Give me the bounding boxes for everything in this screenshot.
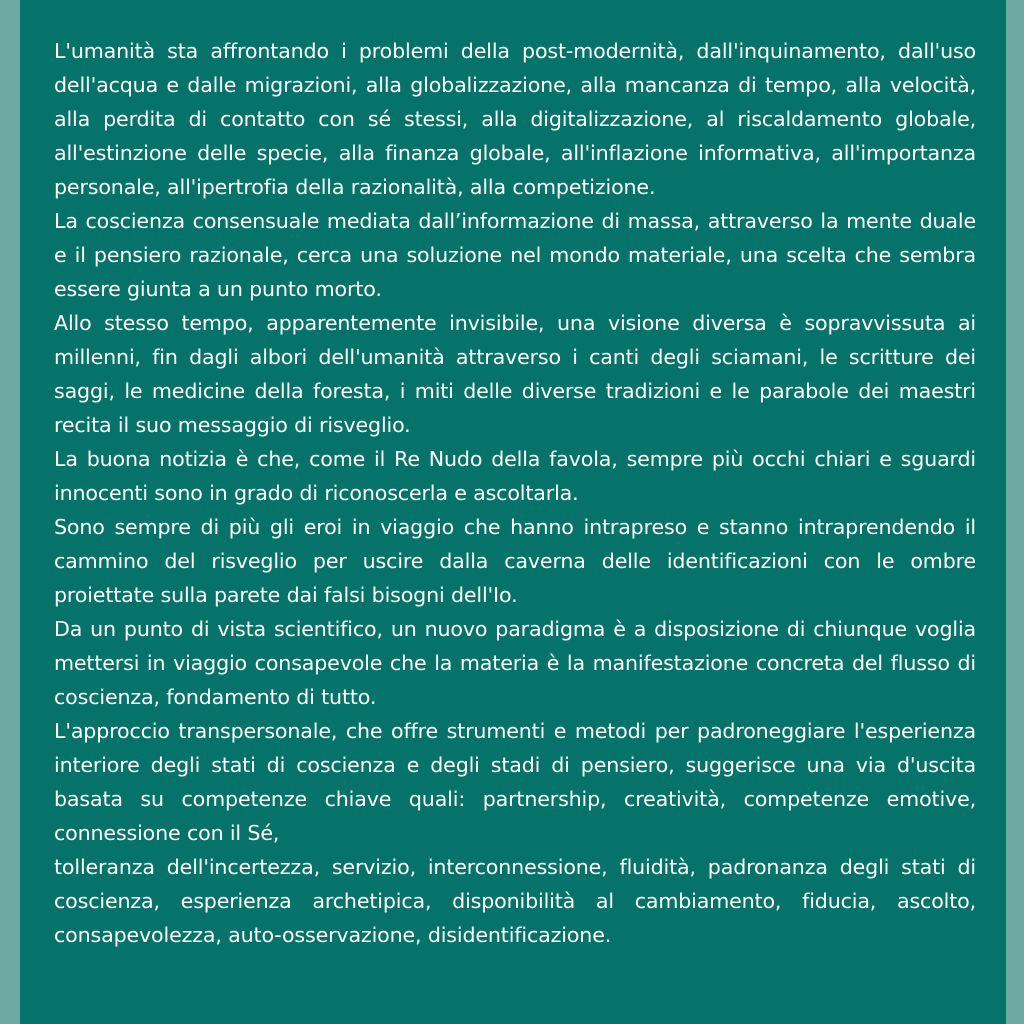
- paragraph-3: Allo stesso tempo, apparentemente invisibile, una visione diversa è sopravvissuta ai millenni, fin dagli albori dell'umanità attraverso i canti degli sciamani, le scritture dei saggi, le medicine della foresta, i miti delle diverse tradizioni e le parabole dei maestri recita il suo messaggio di risveglio.: [54, 311, 976, 437]
- paragraph-2: La coscienza consensuale mediata dall’informazione di massa, attraverso la mente duale e il pensiero razionale, cerca una soluzione nel mondo materiale, una scelta che sembra essere giunta a un punto morto.: [54, 209, 976, 301]
- paragraph-5: Sono sempre di più gli eroi in viaggio che hanno intrapreso e stanno intraprendendo il cammino del risveglio per uscire dalla caverna delle identificazioni con le ombre proiettate sulla parete dai falsi bisogni dell'Io.: [54, 515, 976, 607]
- text-panel: [20, 0, 1006, 1024]
- paragraph-4: La buona notizia è che, come il Re Nudo della favola, sempre più occhi chiari e sguardi innocenti sono in grado di riconoscerla e ascoltarla.: [54, 447, 976, 505]
- paragraph-6: Da un punto di vista scientifico, un nuovo paradigma è a disposizione di chiunque voglia mettersi in viaggio consapevole che la materia è la manifestazione concreta del flusso di coscienza, fondamento di tutto.: [54, 617, 976, 709]
- paragraph-8: tolleranza dell'incertezza, servizio, interconnessione, fluidità, padronanza degli stati di coscienza, esperienza archetipica, disponibilità al cambiamento, fiducia, ascolto, consapevolezza, auto-osservazione, disidentificazione.: [54, 855, 976, 947]
- paragraph-7: L'approccio transpersonale, che offre strumenti e metodi per padroneggiare l'esperienza interiore degli stati di coscienza e degli stadi di pensiero, suggerisce una via d'uscita basata su competenze chiave quali: partnership, creatività, competenze emotive, connessione con il Sé,: [54, 719, 976, 845]
- paragraph-1: L'umanità sta affrontando i problemi della post-modernità, dall'inquinamento, dall'uso dell'acqua e dalle migrazioni, alla globalizzazione, alla mancanza di tempo, alla velocità, alla perdita di contatto con sé stessi, alla digitalizzazione, al riscaldamento globale, all'estinzione delle specie, alla finanza globale, all'inflazione informativa, all'importanza personale, all'ipertrofia della razionalità, alla competizione.: [54, 39, 976, 199]
